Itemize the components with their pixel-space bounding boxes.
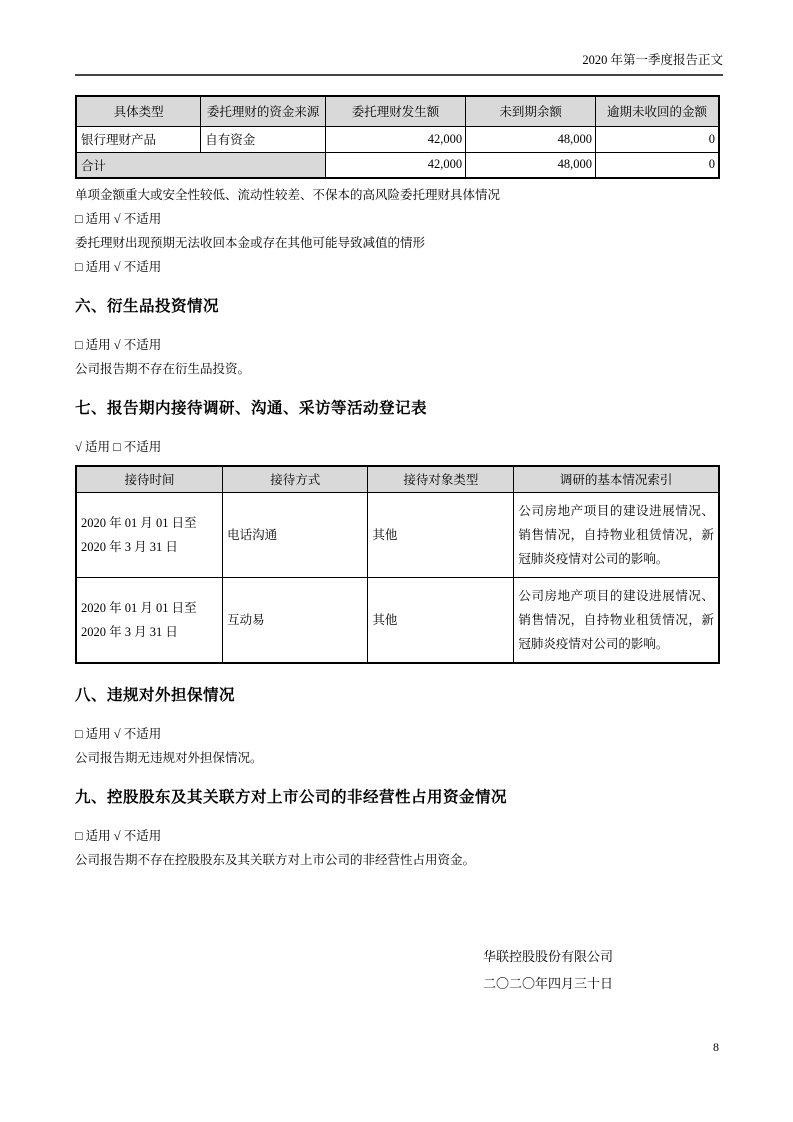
cell-reception-object-type: 其他 (368, 492, 514, 577)
col-header-outstanding-balance: 未到期余额 (466, 96, 596, 126)
cell-total-amount-incurred: 42,000 (325, 152, 465, 178)
cell-outstanding-balance: 48,000 (466, 126, 596, 152)
cell-fund-source: 自有资金 (201, 126, 326, 152)
cell-survey-index: 公司房地产项目的建设进展情况、销售情况，自持物业租赁情况，新冠肺炎疫情对公司的影响。 (514, 492, 719, 577)
section-8-body: 公司报告期无违规对外担保情况。 (75, 750, 263, 765)
section-9-body: 公司报告期不存在控股股东及其关联方对上市公司的非经营性占用资金。 (75, 852, 476, 867)
cell-total-overdue-amount: 0 (596, 152, 719, 178)
entrusted-finance-table (75, 95, 720, 179)
col-header-type: 具体类型 (76, 96, 201, 126)
note-high-risk: 单项金额重大或安全性较低、流动性较差、不保本的高风险委托理财具体情况 (75, 188, 501, 202)
applicability-section-6: □ 适用 √ 不适用 (75, 338, 162, 352)
cell-total-label: 合计 (76, 152, 325, 178)
document-header (75, 0, 723, 76)
signature-block (483, 943, 720, 997)
cell-total-outstanding-balance: 48,000 (466, 152, 596, 178)
col-header-overdue-amount: 逾期未收回的金额 (596, 96, 719, 126)
header-title: 2020 年第一季度报告正文 (582, 53, 723, 67)
applicability-section-9: □ 适用 √ 不适用 (75, 828, 162, 843)
col-header-amount-incurred: 委托理财发生额 (325, 96, 465, 126)
cell-survey-index: 公司房地产项目的建设进展情况、销售情况，自持物业租赁情况，新冠肺炎疫情对公司的影响。 (514, 577, 719, 663)
cell-type: 银行理财产品 (76, 126, 201, 152)
section-6-body: 公司报告期不存在衍生品投资。 (75, 362, 251, 376)
signature-date: 二〇二〇年四月三十日 (483, 975, 614, 991)
applicability-impairment: □ 适用 √ 不适用 (75, 260, 162, 274)
section-7-title: 七、报告期内接待调研、沟通、采访等活动登记表 (75, 400, 428, 417)
col-header-reception-object-type: 接待对象类型 (368, 466, 514, 492)
cell-reception-object-type: 其他 (368, 577, 514, 663)
reception-table-row (76, 492, 719, 577)
cell-reception-time: 2020 年 01 月 01 日至 2020 年 3 月 31 日 (76, 577, 223, 663)
cell-reception-method: 电话沟通 (223, 492, 368, 577)
page-number: 8 (713, 1040, 719, 1054)
reception-activity-table (75, 465, 720, 664)
cell-amount-incurred: 42,000 (325, 126, 465, 152)
cell-reception-time: 2020 年 01 月 01 日至 2020 年 3 月 31 日 (76, 492, 223, 577)
col-header-fund-source: 委托理财的资金来源 (201, 96, 326, 126)
cell-overdue-amount: 0 (596, 126, 719, 152)
applicability-section-8: □ 适用 √ 不适用 (75, 726, 162, 741)
entrusted-table-data-row (76, 126, 719, 152)
cell-reception-method: 互动易 (223, 577, 368, 663)
applicability-high-risk: □ 适用 √ 不适用 (75, 212, 162, 226)
signature-company-name: 华联控股股份有限公司 (483, 948, 614, 964)
col-header-survey-index: 调研的基本情况索引 (514, 466, 719, 492)
document-content (75, 95, 720, 997)
section-6-title: 六、衍生品投资情况 (75, 298, 220, 315)
entrusted-table-header-row (76, 96, 719, 126)
note-impairment: 委托理财出现预期无法收回本金或存在其他可能导致减值的情形 (75, 236, 426, 250)
col-header-reception-time: 接待时间 (76, 466, 223, 492)
section-8-title: 八、违规对外担保情况 (75, 686, 236, 704)
reception-table-row (76, 577, 719, 663)
col-header-reception-method: 接待方式 (223, 466, 368, 492)
section-9-title: 九、控股股东及其关联方对上市公司的非经营性占用资金情况 (75, 788, 508, 806)
applicability-section-7: √ 适用 □ 不适用 (75, 440, 162, 454)
reception-table-header-row (76, 466, 719, 492)
entrusted-table-total-row (76, 152, 719, 178)
